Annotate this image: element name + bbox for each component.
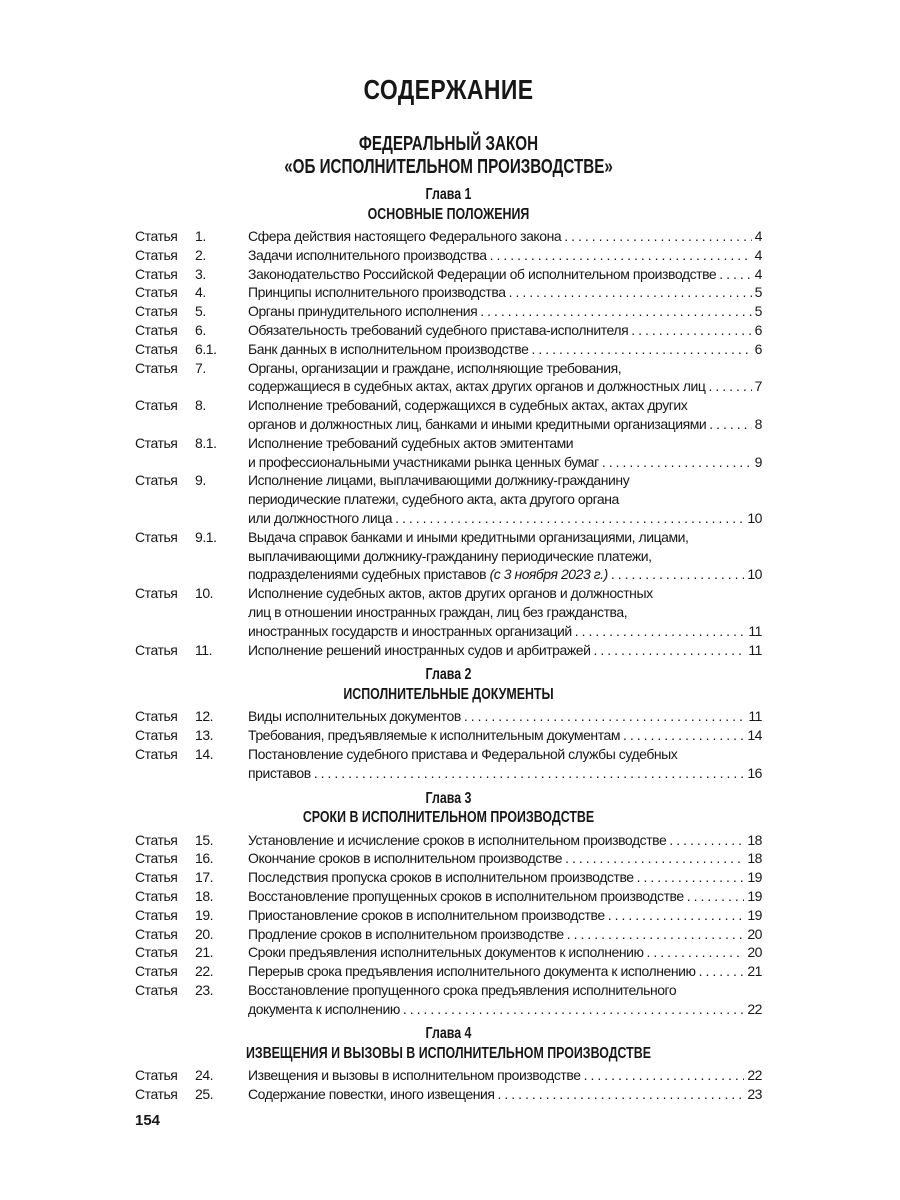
law-heading [210, 133, 687, 179]
dot-leader [497, 1085, 744, 1104]
page-ref: 4 [754, 246, 762, 263]
entry-label: Статья [135, 887, 178, 904]
toc-entry [135, 528, 762, 584]
dot-leader [611, 565, 744, 584]
page-ref: 4 [754, 228, 762, 244]
dot-leader [584, 1066, 745, 1085]
entry-number: 9. [195, 472, 206, 489]
chapter-title: ИЗВЕЩЕНИЯ И ВЫЗОВЫ В ИСПОЛНИТЕЛЬНОМ ПРОИЗВОДСТВЕ [246, 1044, 651, 1062]
entry-label: Статья [135, 340, 178, 357]
entry-text: приставов [248, 764, 311, 781]
toc-entry [135, 1085, 762, 1104]
entry-label: Статья [135, 472, 178, 489]
toc-entry [135, 321, 762, 340]
entry-label: Статья [135, 944, 178, 961]
entry-number: 8.1. [195, 434, 217, 451]
toc-entry [135, 887, 762, 906]
chapter-heading [198, 789, 700, 828]
entry-text: Исполнение требований судебных актов эмитентами [248, 434, 574, 451]
page-ref: 11 [748, 622, 762, 639]
entry-line [248, 622, 762, 641]
chapter-label: Глава 1 [425, 186, 472, 203]
chapter-label: Глава 4 [425, 1025, 472, 1043]
entry-text: Исполнение судебных актов, актов других органов и должностных [248, 585, 653, 602]
entry-number: 8. [195, 397, 206, 414]
entry-lines [248, 359, 762, 397]
page-ref: 11 [748, 641, 762, 658]
entry-line [248, 396, 762, 415]
entry-label: Статья [135, 981, 178, 998]
entry-text: Сроки предъявления исполнительных документов к исполнению [248, 944, 644, 961]
entry-text: Органы, организации и граждане, исполняющие требования, [248, 359, 622, 376]
entry-text: подразделениями судебных приставов (с 3 ноября 2023 г.) [248, 566, 608, 583]
dot-leader [567, 925, 745, 944]
entry-label: Статья [135, 265, 178, 282]
entry-text: Выдача справок банками и иными кредитными организациями, лицами, [248, 528, 689, 545]
entry-text: и профессиональными участниками рынка ценных бумаг [248, 453, 599, 470]
entry-label: Статья [135, 303, 178, 320]
toc-chapters [135, 185, 762, 1104]
entry-number: 23. [195, 981, 214, 998]
entry-label: Статья [135, 246, 178, 263]
entry-line [248, 726, 762, 745]
entry-line [248, 1000, 762, 1019]
dot-leader [490, 246, 752, 265]
chapter-heading [198, 665, 700, 704]
entry-text: Восстановление пропущенного срока предъявления исполнительного [248, 981, 677, 998]
dot-leader [719, 265, 751, 284]
toc-entry [135, 302, 762, 321]
entry-line [248, 302, 762, 321]
chapter-section-3 [135, 789, 762, 1019]
entry-label: Статья [135, 528, 178, 545]
toc-entry [135, 584, 762, 640]
entry-line [248, 849, 762, 868]
entry-text: Окончание сроков в исполнительном производстве [248, 850, 563, 867]
entry-line [248, 434, 762, 453]
dot-leader [709, 415, 751, 434]
entry-text: выплачивающими должнику-гражданину периодические платежи, [248, 547, 652, 564]
entry-line [248, 265, 762, 284]
entry-label: Статья [135, 727, 178, 744]
entry-lines [248, 283, 762, 302]
dot-leader [708, 377, 751, 396]
dot-leader [608, 906, 745, 925]
entry-text: Банк данных в исполнительном производстве [248, 340, 529, 357]
entry-number: 9.1. [195, 528, 217, 545]
entry-number: 18. [195, 887, 214, 904]
entry-line [248, 868, 762, 887]
entry-number: 17. [195, 869, 214, 886]
dot-leader [564, 227, 751, 246]
dot-leader [575, 622, 746, 641]
entry-line [248, 641, 762, 660]
entry-label: Статья [135, 831, 178, 848]
entry-line [248, 584, 762, 603]
toc-entry [135, 981, 762, 1019]
page-ref: 16 [747, 764, 762, 781]
entry-lines [248, 925, 762, 944]
chapter-section-4 [135, 1024, 762, 1104]
dot-leader [314, 764, 745, 783]
entry-line [248, 415, 762, 434]
entry-number: 11. [195, 641, 213, 658]
entry-text: Продление сроков в исполнительном производстве [248, 925, 564, 942]
page-ref: 4 [754, 265, 762, 282]
entry-lines [248, 887, 762, 906]
entry-lines [248, 745, 762, 783]
entry-lines [248, 849, 762, 868]
toc-entry [135, 849, 762, 868]
entry-label: Статья [135, 321, 178, 338]
entry-text: Исполнение требований, содержащихся в судебных актах, актах других [248, 397, 688, 414]
entry-text: Приостановление сроков в исполнительном производстве [248, 906, 605, 923]
entry-line [248, 509, 762, 528]
dot-leader [687, 887, 745, 906]
dot-leader [647, 943, 745, 962]
page-title: СОДЕРЖАНИЕ [363, 74, 534, 105]
entry-line [248, 981, 762, 1000]
toc-entry [135, 396, 762, 434]
entry-number: 2. [195, 246, 206, 263]
page-number: 154 [135, 1112, 161, 1129]
entry-number: 13. [195, 727, 214, 744]
entry-label: Статья [135, 434, 178, 451]
page-ref: 19 [747, 906, 762, 923]
dot-leader [637, 868, 745, 887]
page-ref: 9 [754, 453, 762, 470]
entry-line [248, 831, 762, 850]
entry-line [248, 887, 762, 906]
toc-entry [135, 831, 762, 850]
entry-lines [248, 528, 762, 584]
entry-label: Статья [135, 1086, 178, 1103]
page-ref: 7 [754, 378, 762, 395]
chapter-title: ИСПОЛНИТЕЛЬНЫЕ ДОКУМЕНТЫ [343, 685, 554, 703]
entry-label: Статья [135, 869, 178, 886]
entry-text: Исполнение решений иностранных судов и арбитражей [248, 641, 591, 658]
entry-line [248, 528, 762, 547]
entry-number: 3. [195, 265, 206, 282]
entry-line [248, 707, 762, 726]
dot-leader [464, 707, 746, 726]
entry-number: 22. [195, 963, 214, 980]
entry-label: Статья [135, 745, 178, 762]
entry-lines [248, 471, 762, 527]
entry-number: 12. [195, 708, 214, 725]
page-ref: 10 [747, 509, 762, 526]
entry-line [248, 906, 762, 925]
entry-line [248, 565, 762, 584]
toc-entry [135, 265, 762, 284]
entry-lines [248, 906, 762, 925]
entry-label: Статья [135, 906, 178, 923]
page-ref: 20 [747, 925, 762, 942]
entry-line [248, 227, 762, 246]
toc-entry [135, 726, 762, 745]
entry-label: Статья [135, 284, 178, 301]
entry-label: Статья [135, 850, 178, 867]
entry-text: Обязательность требований судебного пристава-исполнителя [248, 321, 629, 338]
entry-number: 19. [195, 906, 214, 923]
entry-line [248, 283, 762, 302]
entry-text: Виды исполнительных документов [248, 708, 461, 725]
entry-number: 25. [195, 1086, 214, 1103]
entry-text: Перерыв срока предъявления исполнительного документа к исполнению [248, 963, 696, 980]
dot-leader [480, 302, 751, 321]
chapter-label: Глава 2 [425, 666, 472, 684]
entry-text: или должностного лица [248, 509, 393, 526]
law-heading-line1: ФЕДЕРАЛЬНЫЙ ЗАКОН [358, 133, 539, 155]
chapter-title: ОСНОВНЫЕ ПОЛОЖЕНИЯ [367, 205, 530, 223]
dot-leader [623, 726, 744, 745]
entry-number: 14. [195, 745, 214, 762]
dot-leader [565, 849, 744, 868]
chapter-section-1 [135, 185, 762, 659]
entry-lines [248, 868, 762, 887]
entry-line [248, 453, 762, 472]
page-ref: 18 [747, 850, 762, 867]
entry-line [248, 471, 762, 490]
page-ref: 23 [747, 1086, 762, 1103]
entry-number: 6.1. [195, 340, 217, 357]
entry-line [248, 340, 762, 359]
entry-line [248, 603, 762, 622]
entry-text: Требования, предъявляемые к исполнительным документам [248, 727, 621, 744]
toc-entry [135, 246, 762, 265]
toc-entry [135, 1066, 762, 1085]
dot-leader [669, 831, 744, 850]
page-ref: 14 [747, 727, 762, 744]
entry-number: 6. [195, 321, 206, 338]
entry-line [248, 246, 762, 265]
toc-entry [135, 227, 762, 246]
entry-text: Содержание повестки, иного извещения [248, 1086, 495, 1103]
page-ref: 22 [747, 1067, 762, 1084]
entry-number: 5. [195, 303, 206, 320]
entry-lines [248, 641, 762, 660]
entry-label: Статья [135, 641, 178, 658]
entry-number: 21. [195, 944, 214, 961]
dot-leader [602, 453, 752, 472]
toc-entry [135, 707, 762, 726]
chapter-section-2 [135, 665, 762, 782]
entry-line [248, 490, 762, 509]
page-ref: 22 [747, 1000, 762, 1017]
entry-label: Статья [135, 585, 178, 602]
page-ref: 5 [754, 303, 762, 320]
entry-text: иностранных государств и иностранных организаций [248, 622, 572, 639]
entry-text-italic: (с 3 ноября 2023 г.) [489, 566, 608, 583]
entry-text: Последствия пропуска сроков в исполнительном производстве [248, 869, 634, 886]
toc-entry [135, 434, 762, 472]
entry-text: содержащиеся в судебных актах, актах других органов и должностных лиц [248, 378, 706, 395]
entry-text: Исполнение лицами, выплачивающими должнику-гражданину [248, 472, 630, 489]
toc-entry [135, 340, 762, 359]
entry-label: Статья [135, 963, 178, 980]
entry-line [248, 1066, 762, 1085]
entry-line [248, 943, 762, 962]
entry-lines [248, 396, 762, 434]
page-ref: 10 [747, 566, 762, 583]
entry-text: органов и должностных лиц, банками и иными кредитными организациями [248, 415, 707, 432]
toc-entry [135, 925, 762, 944]
dot-leader [403, 1000, 744, 1019]
entry-number: 16. [195, 850, 214, 867]
entry-lines [248, 246, 762, 265]
toc-entry [135, 641, 762, 660]
entry-text: Законодательство Российской Федерации об исполнительном производстве [248, 265, 717, 282]
entry-lines [248, 1066, 762, 1085]
chapter-label: Глава 3 [425, 789, 472, 807]
entry-text: Установление и исчисление сроков в исполнительном производстве [248, 831, 667, 848]
entry-line [248, 547, 762, 566]
page-ref: 20 [747, 944, 762, 961]
entry-line [248, 359, 762, 378]
toc-entry [135, 962, 762, 981]
entry-lines [248, 434, 762, 472]
entry-text: Извещения и вызовы в исполнительном производстве [248, 1067, 581, 1084]
toc-entry [135, 745, 762, 783]
page-ref: 6 [754, 340, 762, 357]
entry-text: Принципы исполнительного производства [248, 284, 506, 301]
entry-line [248, 1085, 762, 1104]
entry-number: 4. [195, 284, 206, 301]
toc-entry [135, 471, 762, 527]
entry-lines [248, 831, 762, 850]
entry-line [248, 321, 762, 340]
entry-lines [248, 707, 762, 726]
entry-text: Восстановление пропущенных сроков в исполнительном производстве [248, 887, 684, 904]
toc-content [135, 76, 762, 1104]
entry-text: Задачи исполнительного производства [248, 246, 487, 263]
entry-lines [248, 943, 762, 962]
toc-entry [135, 906, 762, 925]
entry-label: Статья [135, 1067, 178, 1084]
page-ref: 19 [747, 887, 762, 904]
entry-lines [248, 340, 762, 359]
entry-text: периодические платежи, судебного акта, акта другого органа [248, 491, 619, 508]
entry-line [248, 962, 762, 981]
dot-leader [395, 509, 744, 528]
entry-lines [248, 302, 762, 321]
page-ref: 11 [748, 708, 762, 725]
page-ref: 5 [754, 284, 762, 301]
entry-label: Статья [135, 925, 178, 942]
entry-number: 1. [195, 228, 206, 244]
entry-line [248, 925, 762, 944]
page-ref: 19 [747, 869, 762, 886]
entry-label: Статья [135, 228, 178, 244]
entry-number: 15. [195, 831, 214, 848]
toc-entry [135, 359, 762, 397]
entry-label: Статья [135, 359, 178, 376]
entry-number: 10. [195, 585, 214, 602]
entry-text: Сфера действия настоящего Федерального закона [248, 228, 562, 244]
entry-lines [248, 962, 762, 981]
entry-lines [248, 726, 762, 745]
toc-entry [135, 283, 762, 302]
dot-leader [631, 321, 751, 340]
entry-lines [248, 227, 762, 246]
page-ref: 6 [754, 321, 762, 338]
entry-label: Статья [135, 708, 178, 725]
entry-lines [248, 584, 762, 640]
chapter-title: СРОКИ В ИСПОЛНИТЕЛЬНОМ ПРОИЗВОДСТВЕ [302, 809, 595, 827]
page-ref: 8 [754, 415, 762, 432]
page-ref: 21 [747, 963, 762, 980]
chapter-heading [198, 1024, 700, 1063]
entry-text: лиц в отношении иностранных граждан, лиц без гражданства, [248, 603, 628, 620]
entry-number: 7. [195, 359, 206, 376]
page-ref: 18 [747, 831, 762, 848]
entry-line [248, 764, 762, 783]
chapter-heading [198, 185, 700, 224]
toc-entry [135, 868, 762, 887]
dot-leader [593, 641, 745, 660]
dot-leader [699, 962, 745, 981]
entry-number: 24. [195, 1067, 214, 1084]
dot-leader [531, 340, 751, 359]
entry-label: Статья [135, 397, 178, 414]
entry-line [248, 377, 762, 396]
entry-line [248, 745, 762, 764]
entry-text: Постановление судебного пристава и Федеральной службы судебных [248, 745, 678, 762]
law-heading-line2: «ОБ ИСПОЛНИТЕЛЬНОМ ПРОИЗВОДСТВЕ» [284, 156, 613, 178]
entry-text: документа к исполнению [248, 1000, 400, 1017]
entry-number: 20. [195, 925, 214, 942]
entry-lines [248, 321, 762, 340]
toc-entry [135, 943, 762, 962]
entry-lines [248, 1085, 762, 1104]
entry-text: Органы принудительного исполнения [248, 303, 478, 320]
entry-lines [248, 265, 762, 284]
entry-lines [248, 981, 762, 1019]
dot-leader [509, 283, 752, 302]
